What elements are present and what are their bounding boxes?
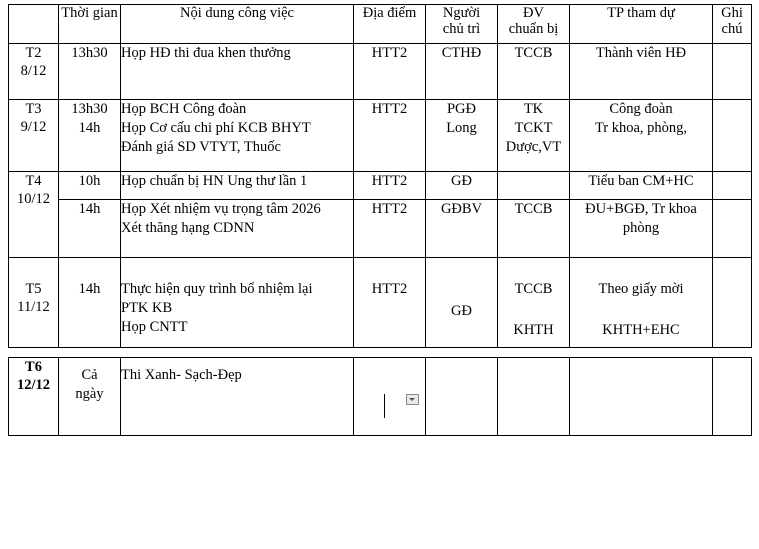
row-day-t4 — [9, 172, 59, 258]
row-place: HTT2 — [354, 200, 426, 258]
row-participants — [570, 100, 713, 172]
table-row — [9, 100, 752, 172]
row-participants-line2: phòng — [622, 220, 660, 237]
row-host — [426, 100, 498, 172]
table-row — [9, 258, 752, 348]
header-participants: TP tham dự — [570, 5, 713, 44]
header-prep-line2: chuẩn bị — [508, 21, 559, 38]
header-content: Nội dung công việc — [121, 5, 354, 44]
row-host: GĐ — [426, 258, 498, 348]
row-content — [121, 100, 354, 172]
row-participants-line2: Tr khoa, phòng, — [594, 120, 688, 137]
row-day-t3 — [9, 100, 59, 172]
row-prep — [498, 172, 570, 200]
row-participants — [570, 258, 713, 348]
day-label-line2: 9/12 — [20, 119, 47, 136]
day-label-line2: 11/12 — [17, 299, 50, 316]
row-prep-line3: Dược,VT — [505, 139, 562, 156]
row-participants-line1: ĐU+BGĐ, Tr khoa — [585, 201, 697, 217]
row-time — [59, 100, 121, 172]
row-host — [426, 358, 498, 436]
row-content-line2: Xét thăng hạng CDNN — [121, 220, 255, 237]
row-note — [713, 200, 752, 258]
schedule-table-last — [8, 357, 752, 436]
row-place: HTT2 — [354, 172, 426, 200]
row-content-line2: PTK KB — [121, 300, 173, 317]
row-content — [121, 258, 354, 348]
row-note — [713, 172, 752, 200]
header-note-line1: Ghi — [721, 5, 743, 21]
row-content-line1: Họp BCH Công đoàn — [121, 101, 247, 117]
day-label-line1: T4 — [25, 173, 42, 189]
row-note — [713, 44, 752, 100]
row-host-line2: Long — [446, 120, 477, 137]
row-prep: TCCB — [498, 44, 570, 100]
row-day-t6 — [9, 358, 59, 436]
row-time: 14h — [59, 200, 121, 258]
table-row — [9, 358, 752, 436]
row-prep-line1: TK — [523, 101, 544, 117]
table-header — [9, 5, 752, 44]
text-caret — [384, 394, 385, 418]
row-time: 14h — [59, 258, 121, 348]
row-time — [59, 358, 121, 436]
row-participants: Thành viên HĐ — [570, 44, 713, 100]
header-note — [713, 5, 752, 44]
row-place: HTT2 — [354, 44, 426, 100]
row-time-line2: 14h — [78, 119, 101, 136]
table-body — [9, 44, 752, 348]
row-prep — [498, 258, 570, 348]
row-note — [713, 100, 752, 172]
day-label-line2: 12/12 — [16, 377, 51, 394]
row-time: 13h30 — [59, 44, 121, 100]
row-time-line2: ngày — [75, 385, 104, 402]
row-prep-line2: TCKT — [514, 120, 553, 137]
header-row — [9, 5, 752, 44]
row-content: Thi Xanh- Sạch-Đẹp — [121, 358, 354, 436]
row-participants-line2: KHTH+EHC — [602, 322, 680, 339]
row-participants — [570, 358, 713, 436]
row-prep — [498, 100, 570, 172]
row-content-line3: Họp CNTT — [121, 319, 188, 336]
row-host: GĐ — [426, 172, 498, 200]
row-participants: Tiểu ban CM+HC — [570, 172, 713, 200]
header-host-line2: chủ trì — [442, 21, 481, 38]
row-content-line1: Thực hiện quy trình bổ nhiệm lại — [121, 281, 313, 297]
row-time-line1: 13h30 — [71, 101, 108, 117]
row-note — [713, 258, 752, 348]
row-content-line3: Đánh giá SD VTYT, Thuốc — [121, 139, 281, 156]
day-label-line2: 10/12 — [16, 191, 51, 208]
header-host — [426, 5, 498, 44]
header-prep — [498, 5, 570, 44]
day-label-line1: T6 — [25, 359, 42, 375]
day-label-line2: 8/12 — [20, 63, 47, 80]
text-cursor-area[interactable] — [354, 358, 425, 388]
row-place: HTT2 — [354, 258, 426, 348]
schedule-table — [8, 4, 752, 348]
row-host: CTHĐ — [426, 44, 498, 100]
row-time: 10h — [59, 172, 121, 200]
row-participants — [570, 200, 713, 258]
table-gap — [8, 348, 751, 357]
row-day-t2 — [9, 44, 59, 100]
row-prep-line1: TCCB — [514, 281, 553, 297]
header-blank — [9, 5, 59, 44]
header-place: Địa điểm — [354, 5, 426, 44]
table-row — [9, 200, 752, 258]
row-prep: TCCB — [498, 200, 570, 258]
row-participants-line1: Công đoàn — [609, 101, 673, 117]
row-host: GĐBV — [426, 200, 498, 258]
row-prep — [498, 358, 570, 436]
row-time-line1: Cả — [81, 367, 98, 383]
table-row — [9, 172, 752, 200]
header-note-line2: chú — [721, 21, 743, 38]
row-content: Họp chuẩn bị HN Ung thư lần 1 — [121, 172, 354, 200]
row-content — [121, 200, 354, 258]
row-place — [354, 358, 426, 436]
row-prep-line2: KHTH — [513, 322, 554, 339]
header-time: Thời gian — [59, 5, 121, 44]
row-day-t5 — [9, 258, 59, 348]
header-host-line1: Người — [442, 5, 481, 21]
day-label-line1: T5 — [25, 281, 42, 297]
header-prep-line1: ĐV — [523, 5, 544, 21]
row-content-line1: Họp Xét nhiệm vụ trọng tâm 2026 — [121, 201, 321, 217]
row-place: HTT2 — [354, 100, 426, 172]
row-note — [713, 358, 752, 436]
row-host-line1: PGĐ — [446, 101, 476, 117]
row-participants-line1: Theo giấy mời — [598, 281, 684, 297]
row-content: Họp HĐ thi đua khen thưởng — [121, 44, 354, 100]
row-content-line2: Họp Cơ cấu chi phí KCB BHYT — [121, 120, 311, 137]
day-label-line1: T3 — [25, 101, 42, 117]
day-label-line1: T2 — [25, 45, 42, 61]
table-row — [9, 44, 752, 100]
dropdown-handle-icon[interactable] — [406, 394, 419, 405]
